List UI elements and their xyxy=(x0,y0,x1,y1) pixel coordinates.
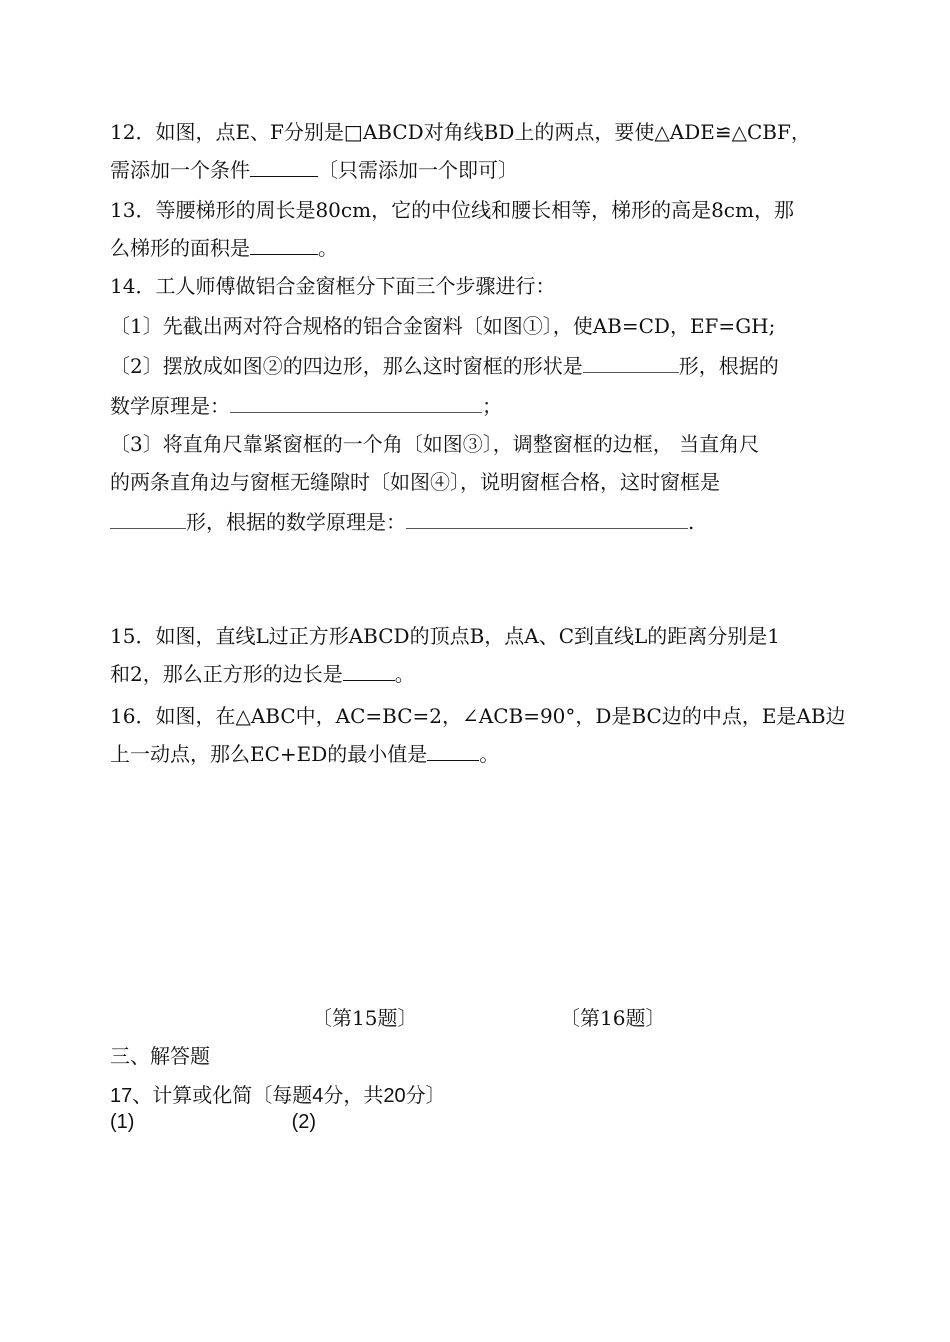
q14-step3-end: . xyxy=(688,510,695,534)
q14-step2-end: ； xyxy=(482,394,502,418)
q16-answer-blank[interactable] xyxy=(427,740,479,761)
q13-line1: 13．等腰梯形的周长是80cm，它的中位线和腰长相等，梯形的高是8cm，那 xyxy=(110,198,794,222)
q14-step2-mid: 形，根据的 xyxy=(678,354,779,378)
q12-line1: 12．如图，点E、F分别是□ABCD对角线BD上的两点，要使△ADE≌△CBF， xyxy=(110,120,811,144)
q13-answer-blank[interactable] xyxy=(250,234,318,255)
q14-shape-blank-1[interactable] xyxy=(583,352,679,373)
q14-step2-line2 xyxy=(110,392,502,420)
q16-line1: 16．如图，在△ABC中，AC=BC=2，∠ACB=90°，D是BC边的中点，E是AB边 xyxy=(110,704,846,728)
q15-line1: 15．如图，直线L过正方形ABCD的顶点B，点A、C到直线L的距离分别是1 xyxy=(110,624,781,648)
q12-prompt: 需添加一个条件 xyxy=(110,158,250,182)
q12-answer-blank[interactable] xyxy=(250,156,318,177)
q14-step3-line1: 〔3〕将直角尺靠紧窗框的一个角〔如图③〕，调整窗框的边框， 当直角尺 xyxy=(110,432,760,456)
q14-step3-line3 xyxy=(110,508,694,536)
q14-line1: 14．工人师傅做铝合金窗框分下面三个步骤进行： xyxy=(110,274,556,298)
section3-title: 三、解答题 xyxy=(110,1044,210,1068)
q16-line2 xyxy=(110,740,499,768)
q17-parts xyxy=(110,1108,316,1136)
q13-prompt: 么梯形的面积是 xyxy=(110,236,250,260)
q14-step3-line2: 的两条直角边与窗框无缝隙时〔如图④〕，说明窗框合格，这时窗框是 xyxy=(110,470,720,494)
q14-principle-blank-2[interactable] xyxy=(406,508,688,529)
q12-line2 xyxy=(110,156,518,184)
q14-principle-label-1: 数学原理是： xyxy=(110,394,230,418)
q16-prompt: 上一动点，那么EC+ED的最小值是 xyxy=(110,742,428,766)
fig16-caption: 〔第16题〕 xyxy=(560,1006,666,1030)
q14-shape-blank-2[interactable] xyxy=(110,508,186,529)
q13-end: 。 xyxy=(318,236,338,260)
q14-step1: 〔1〕先截出两对符合规格的铝合金窗料〔如图①〕，使AB=CD，EF=GH; xyxy=(110,314,776,338)
q14-principle-blank-1[interactable] xyxy=(230,392,482,413)
q17-part1: (1) xyxy=(110,1111,135,1133)
q15-answer-blank[interactable] xyxy=(343,660,395,681)
q14-step2-line1 xyxy=(110,352,779,380)
q15-end: 。 xyxy=(394,662,415,686)
q17-heading: 17、计算或化简〔每题4分，共20分〕 xyxy=(110,1085,446,1107)
q14-step3-mid: 形，根据的数学原理是： xyxy=(186,510,406,534)
q17-part2: (2) xyxy=(291,1111,317,1133)
q15-line2 xyxy=(110,660,415,688)
q16-end: 。 xyxy=(479,742,500,766)
fig15-caption: 〔第15题〕 xyxy=(312,1006,418,1030)
q15-prompt: 和2，那么正方形的边长是 xyxy=(110,662,343,686)
q12-note: 〔只需添加一个即可〕 xyxy=(318,158,518,182)
q13-line2 xyxy=(110,234,338,262)
q14-step2-prompt: 〔2〕摆放成如图②的四边形，那么这时窗框的形状是 xyxy=(110,354,583,378)
